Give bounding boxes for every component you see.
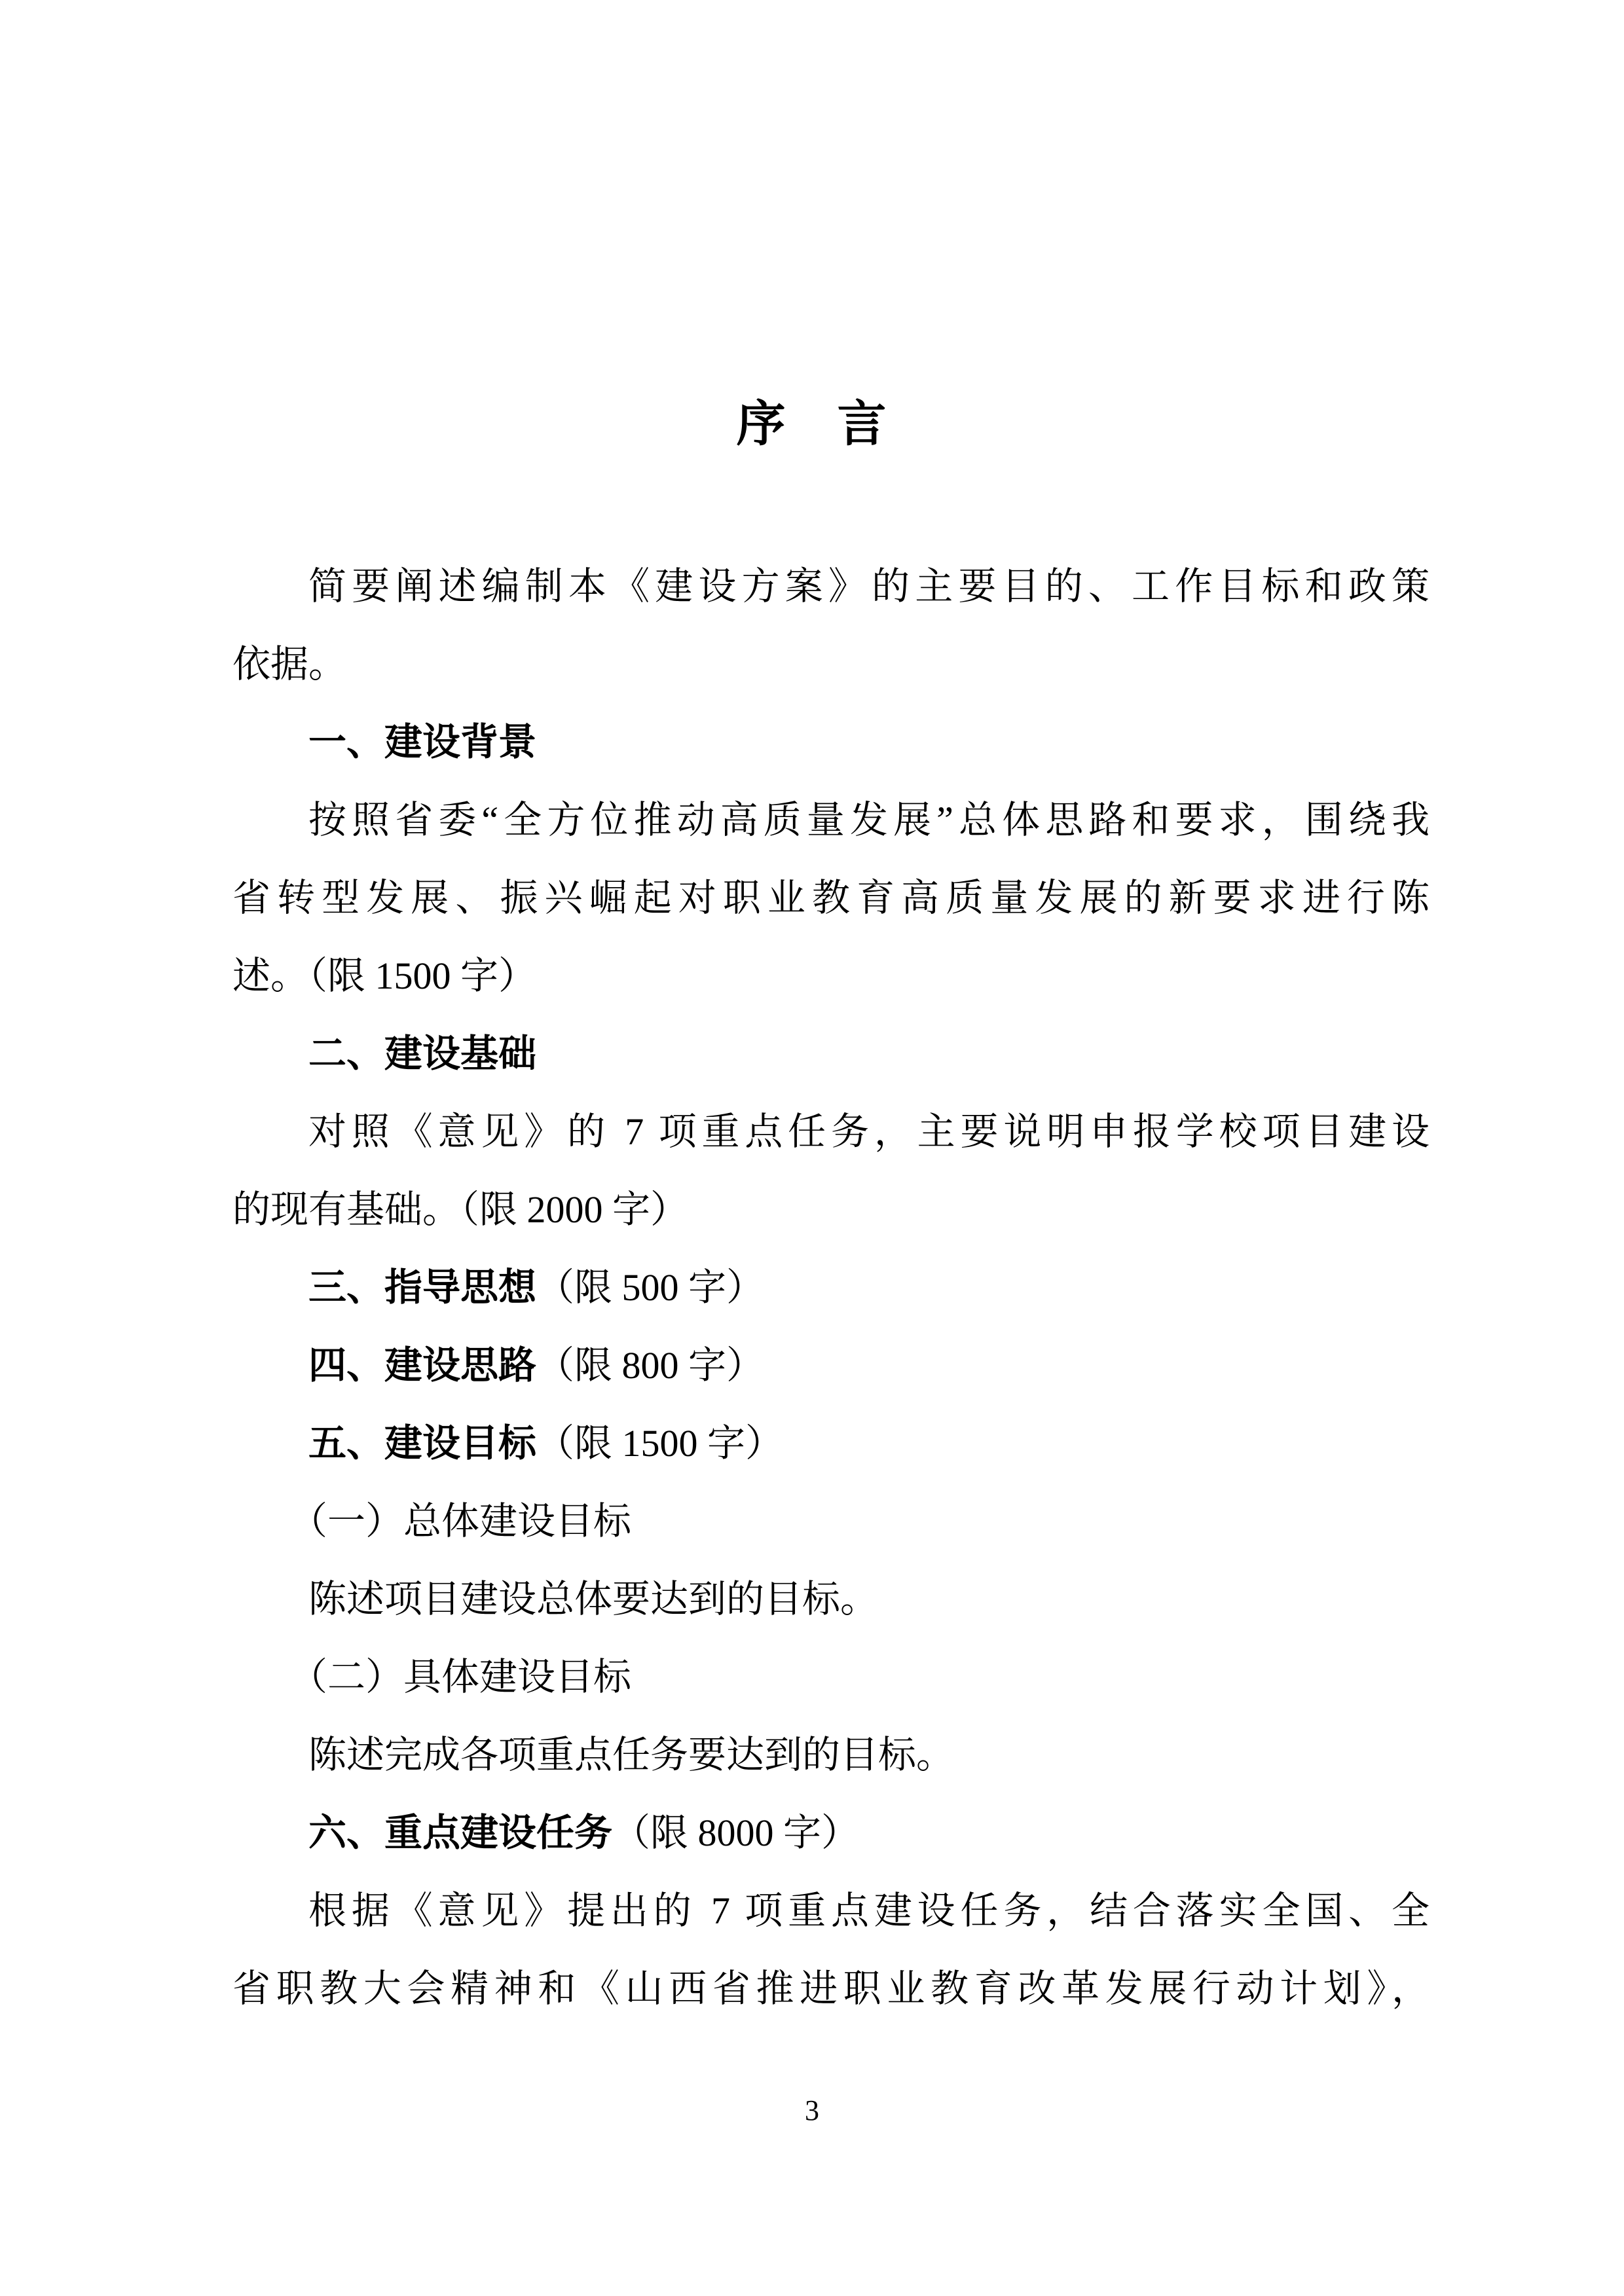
- document-body: [232, 547, 1430, 2028]
- section-heading: [232, 1326, 1430, 1404]
- text-run: 陈述项目建设总体要达到的目标。: [308, 1578, 879, 1620]
- paragraph-line: [232, 781, 1430, 859]
- text-run: 按照省委“全方位推动高质量发展”总体思路和要求，围绕我: [308, 799, 1430, 841]
- paragraph-line: [232, 1093, 1430, 1171]
- section-heading: [232, 1248, 1430, 1326]
- text-run: （二）具体建设目标: [289, 1656, 632, 1698]
- limit-note: （限 500 字）: [536, 1266, 765, 1309]
- heading-run: 一、建设背景: [308, 721, 537, 763]
- section-heading: [232, 1404, 1430, 1482]
- text-run: 省职教大会精神和《山西省推进职业教育改革发展行动计划》，: [232, 1967, 1430, 2010]
- section-heading: [232, 703, 1430, 781]
- text-run: 依据。: [232, 643, 347, 685]
- text-run: 简要阐述编制本《建设方案》的主要目的、工作目标和政策: [308, 565, 1430, 608]
- paragraph-line: [232, 1171, 1430, 1248]
- section-heading: [232, 1015, 1430, 1093]
- sub-item-heading: [232, 1482, 1430, 1560]
- paragraph-line: [232, 547, 1430, 625]
- text-run: 陈述完成各项重点任务要达到的目标。: [308, 1734, 955, 1776]
- paragraph-line: [232, 1872, 1430, 1950]
- text-run: 述。（限 1500 字）: [232, 955, 537, 997]
- text-run: 根据《意见》提出的 7 项重点建设任务，结合落实全国、全: [308, 1889, 1430, 1932]
- document-title: 序 言: [736, 396, 888, 451]
- paragraph-line: [232, 1560, 1430, 1638]
- limit-note: （限 8000 字）: [612, 1812, 860, 1854]
- paragraph-line: [232, 1950, 1430, 2028]
- text-run: 省转型发展、振兴崛起对职业教育高质量发展的新要求进行陈: [232, 877, 1430, 919]
- sub-item-heading: [232, 1638, 1430, 1716]
- heading-run: 三、指导思想: [308, 1266, 537, 1309]
- paragraph-line: [232, 625, 1430, 703]
- limit-note: （限 800 字）: [536, 1344, 765, 1387]
- heading-run: 二、建设基础: [308, 1032, 537, 1075]
- page-number: 3: [805, 2094, 819, 2126]
- heading-run: 五、建设目标: [308, 1422, 537, 1465]
- heading-run: 六、重点建设任务: [308, 1812, 613, 1854]
- text-run: 的现有基础。（限 2000 字）: [232, 1188, 689, 1231]
- heading-run: 四、建设思路: [308, 1344, 537, 1387]
- paragraph-line: [232, 937, 1430, 1015]
- paragraph-line: [232, 859, 1430, 937]
- text-run: （一）总体建设目标: [289, 1500, 632, 1542]
- paragraph-line: [232, 1716, 1430, 1794]
- text-run: 对照《意见》的 7 项重点任务，主要说明申报学校项目建设: [308, 1110, 1430, 1153]
- limit-note: （限 1500 字）: [536, 1422, 784, 1465]
- section-heading: [232, 1794, 1430, 1872]
